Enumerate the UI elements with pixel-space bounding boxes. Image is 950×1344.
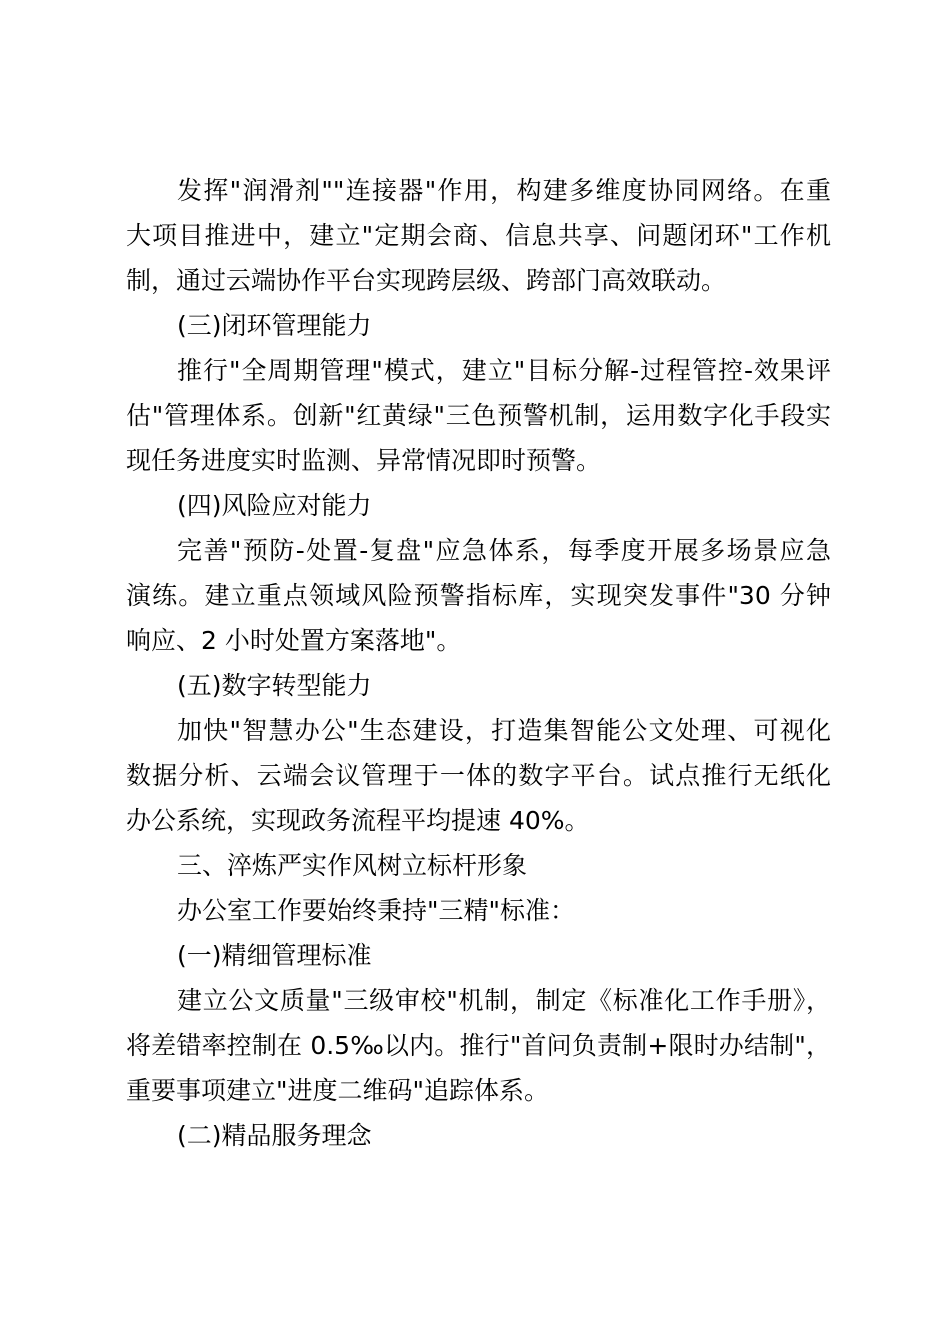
section-heading: (一)精细管理标准 (177, 941, 372, 970)
paragraph-line: 响应、2 小时处置方案落地"。 (126, 626, 462, 655)
chapter-heading: 三、淬炼严实作风树立标杆形象 (177, 851, 528, 880)
paragraph-line: 制，通过云端协作平台实现跨层级、跨部门高效联动。 (126, 266, 727, 295)
paragraph-line: 办公室工作要始终秉持"三精"标准： (177, 896, 575, 925)
paragraph-line: 演练。建立重点领域风险预警指标库，实现突发事件"30 分钟 (126, 581, 831, 610)
section-heading: (五)数字转型能力 (177, 671, 372, 700)
paragraph-line: 将差错率控制在 0.5‰以内。推行"首问负责制+限时办结制"， (126, 1031, 831, 1060)
paragraph-line: 完善"预防-处置-复盘"应急体系，每季度开展多场景应急 (177, 536, 831, 565)
paragraph-line: 数据分析、云端会议管理于一体的数字平台。试点推行无纸化 (126, 761, 831, 790)
section-heading: (三)闭环管理能力 (177, 311, 372, 340)
paragraph-line: 发挥"润滑剂""连接器"作用，构建多维度协同网络。在重 (177, 176, 831, 205)
paragraph-line: 建立公文质量"三级审校"机制，制定《标准化工作手册》， (177, 986, 831, 1015)
section-heading: (二)精品服务理念 (177, 1121, 372, 1150)
paragraph-line: 估"管理体系。创新"红黄绿"三色预警机制，运用数字化手段实 (126, 401, 831, 430)
paragraph-line: 大项目推进中，建立"定期会商、信息共享、问题闭环"工作机 (126, 221, 831, 250)
paragraph-line: 加快"智慧办公"生态建设，打造集智能公文处理、可视化 (177, 716, 831, 745)
section-heading: (四)风险应对能力 (177, 491, 372, 520)
paragraph-line: 重要事项建立"进度二维码"追踪体系。 (126, 1076, 549, 1105)
paragraph-line: 现任务进度实时监测、异常情况即时预警。 (126, 446, 602, 475)
paragraph-line: 推行"全周期管理"模式，建立"目标分解-过程管控-效果评 (177, 356, 831, 385)
paragraph-line: 办公系统，实现政务流程平均提速 40%。 (126, 806, 590, 835)
